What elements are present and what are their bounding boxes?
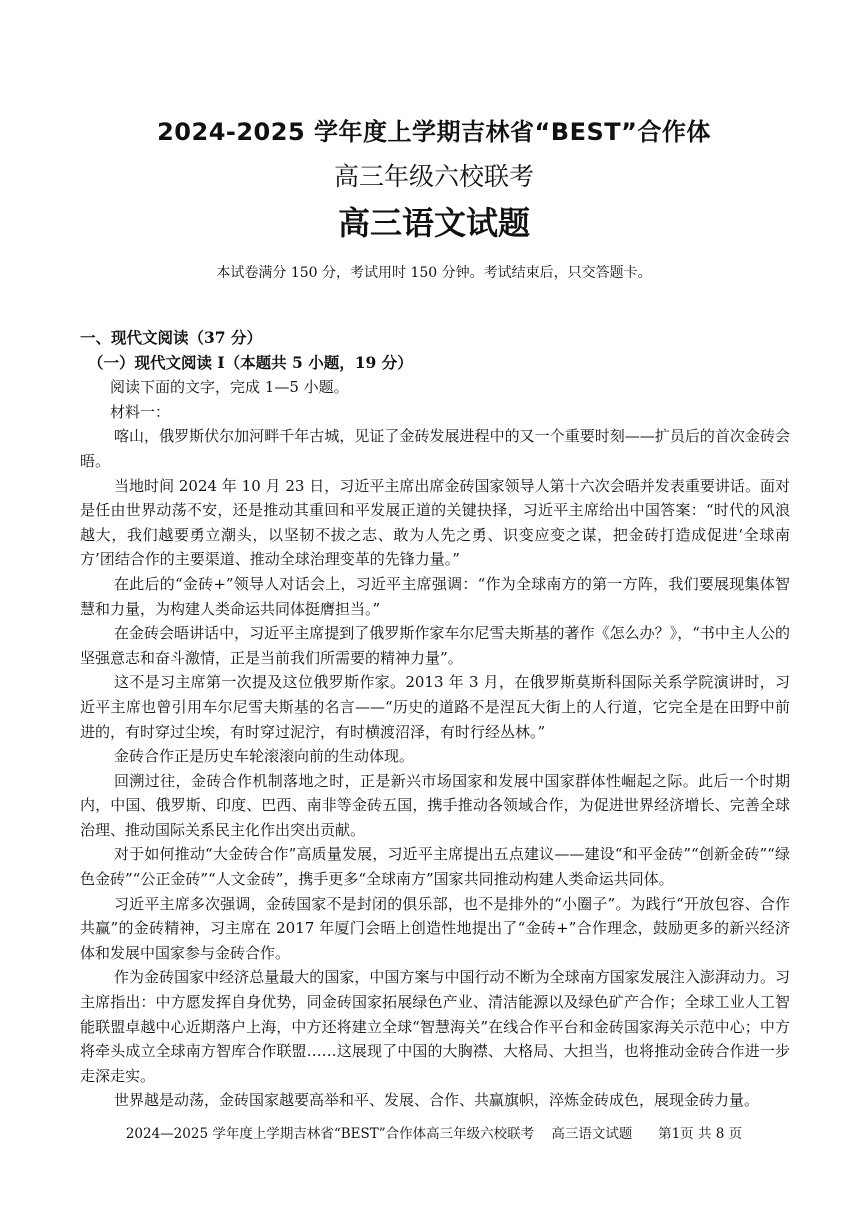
exam-subject-title: 高三语文试题 [337, 204, 530, 242]
reading-section [80, 326, 790, 1113]
paragraph: 回溯过往，金砖合作机制落地之时，正是新兴市场国家和发展中国家群体性崛起之际。此后一个时期内，中国、俄罗斯、印度、巴西、南非等金砖五国，携手推动各领域合作，为促进世界经济增长、完善全球治理、推动国际关系民主化作出突出贡献。 [80, 771, 790, 839]
section-heading: 一、现代文阅读（37 分） [80, 328, 262, 347]
subsection-heading: （一）现代文阅读 I（本题共 5 小题，19 分） [88, 352, 413, 372]
paragraph: 习近平主席多次强调，金砖国家不是封闭的俱乐部，也不是排外的“小圈子”。为践行“开放包容、合作共赢”的金砖精神，习主席在 2017 年厦门会晤上创造性地提出了“金砖+”合作理念，鼓励更多的新兴经济体和发展中国家参与金砖合作。 [80, 894, 790, 962]
exam-title-line1: 2024-2025 学年度上学期吉林省“BEST”合作体 [157, 118, 711, 146]
paragraph: 金砖合作正是历史车轮滚滚向前的生动体现。 [114, 747, 415, 766]
paragraph: 世界越是动荡，金砖国家越要高举和平、发展、合作、共赢旗帜，淬炼金砖成色，展现金砖力量。 [114, 1091, 760, 1110]
paragraph: 在此后的“金砖+”领导人对话会上，习近平主席强调：“作为全球南方的第一方阵，我们要展现集体智慧和力量，为构建人类命运共同体挺膺担当。” [80, 574, 790, 618]
material-label: 材料一： [110, 402, 171, 421]
paragraph: 对于如何推动“大金砖合作”高质量发展，习近平主席提出五点建议——建设“和平金砖”“创新金砖”“绿色金砖”“公正金砖”“人文金砖”，携手更多“全球南方”国家共同推动构建人类命运共同体。 [80, 845, 790, 889]
paragraph: 作为金砖国家中经济总量最大的国家，中国方案与中国行动不断为全球南方国家发展注入澎湃动力。习主席指出：中方愿发挥自身优势，同金砖国家拓展绿色产业、清洁能源以及绿色矿产合作；全球工业人工智能联盟卓越中心近期落户上海，中方还将建立全球“智慧海关”在线合作平台和金砖国家海关示范中心；中方将牵头成立全球南方智库合作联盟……这展现了中国的大胸襟、大格局、大担当，也将推动金砖合作进一步走深走实。 [80, 968, 790, 1085]
paragraph: 这不是习主席第一次提及这位俄罗斯作家。2013 年 3 月，在俄罗斯莫斯科国际关系学院演讲时，习近平主席也曾引用车尔尼雪夫斯基的名言——“历史的道路不是涅瓦大街上的人行道，它完全是在田野中前进的，有时穿过尘埃，有时穿过泥泞，有时横渡沼泽，有时行经丛林。” [80, 673, 790, 741]
footer-subject: 高三语文试题 [551, 1126, 633, 1142]
paragraph: 喀山，俄罗斯伏尔加河畔千年古城，见证了金砖发展进程中的又一个重要时刻——扩员后的首次金砖会晤。 [80, 427, 790, 470]
page-footer [0, 1122, 868, 1142]
footer-page-info: 第1页 共 8 页 [658, 1126, 743, 1142]
paragraph: 在金砖会晤讲话中，习近平主席提到了俄罗斯作家车尔尼雪夫斯基的著作《怎么办？》，“书中主人公的坚强意志和奋斗激情，正是当前我们所需要的精神力量”。 [80, 624, 790, 667]
exam-title-line2: 高三年级六校联考 [333, 162, 534, 191]
exam-note: 本试卷满分 150 分，考试用时 150 分钟。考试结束后，只交答题卡。 [216, 265, 652, 281]
paragraph: 当地时间 2024 年 10 月 23 日，习近平主席出席金砖国家领导人第十六次会晤并发表重要讲话。面对是任由世界动荡不安，还是推动其重回和平发展正道的关键抉择，习近平主席给出中国答案：“时代的风浪越大，我们越要勇立潮头，以坚韧不拔之志、敢为人先之勇、识变应变之谋，把金砖打造成促进‘全球南方’团结合作的主要渠道、推动全球治理变革的先锋力量。” [80, 476, 790, 569]
instruction: 阅读下面的文字，完成 1—5 小题。 [110, 378, 349, 397]
footer-exam-name: 2024—2025 学年度上学期吉林省“BEST”合作体高三年级六校联考 [125, 1126, 535, 1142]
